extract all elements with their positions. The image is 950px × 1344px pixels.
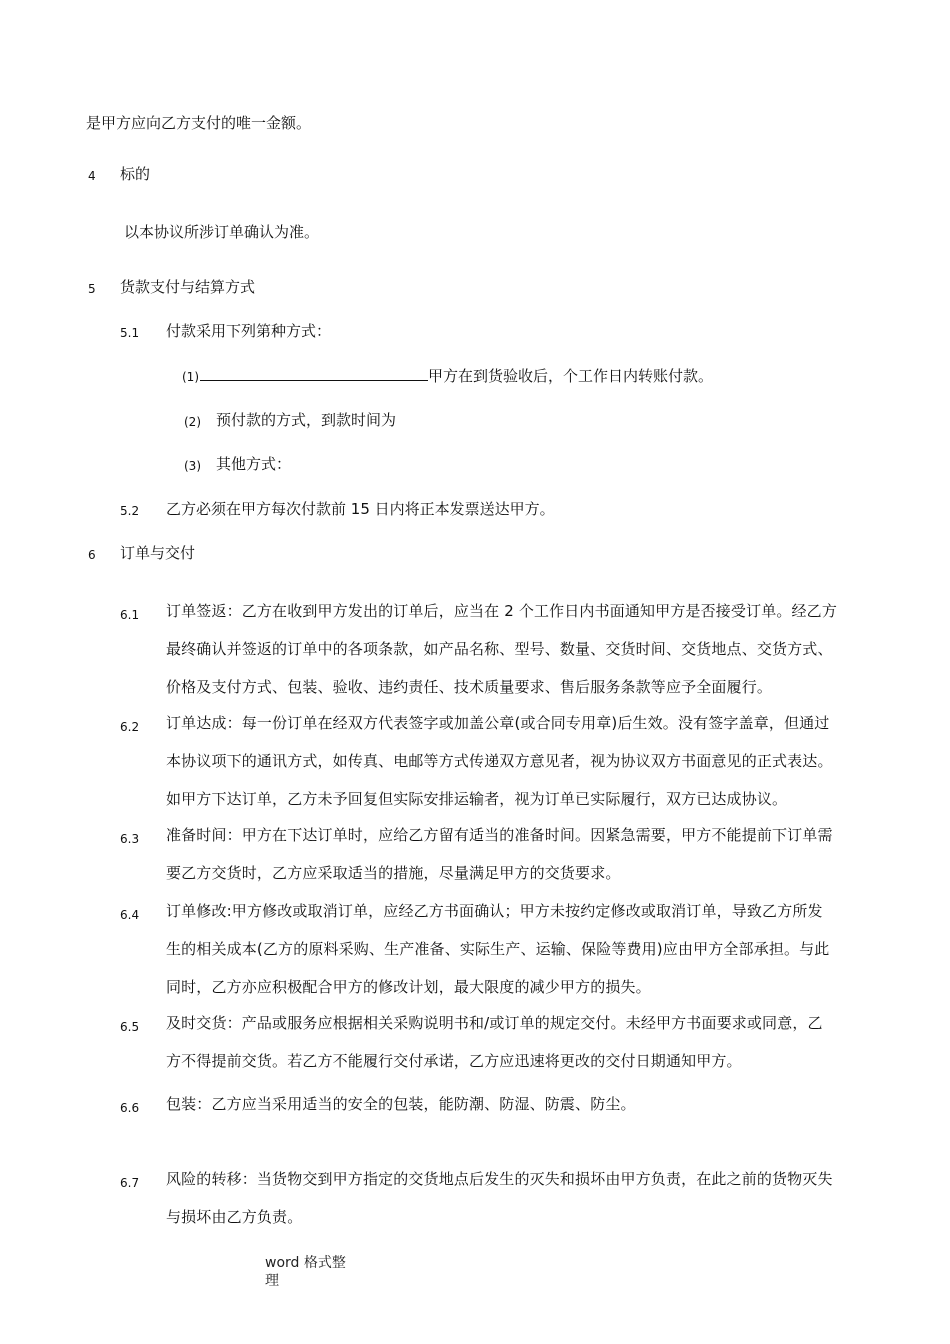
- text-line: 价格及支付方式、包装、验收、违约责任、技术质量要求、售后服务条款等应予全面履行。: [166, 678, 773, 696]
- section-5-number: 5: [88, 282, 96, 296]
- clause-5-2-text: 乙方必须在甲方每次付款前 15 日内将正本发票送达甲方。: [166, 500, 555, 518]
- option-3-number: (3): [184, 459, 201, 473]
- text-line: 订单达成：每一份订单在经双方代表签字或加盖公章(或合同专用章)后生效。没有签字盖章，但通过: [166, 714, 830, 732]
- clause-6-4-number: 6.4: [120, 908, 140, 922]
- text-line: 最终确认并签返的订单中的各项条款，如产品名称、型号、数量、交货时间、交货地点、交货方式、: [166, 640, 833, 658]
- section-5-title: 货款支付与结算方式: [120, 278, 256, 296]
- section-6-title: 订单与交付: [120, 544, 196, 562]
- text-line: 如甲方下达订单，乙方未予回复但实际安排运输者，视为订单已实际履行，双方已达成协议。: [166, 790, 788, 808]
- clause-5-1-text: 付款采用下列第种方式：: [166, 322, 332, 340]
- clause-6-1-number: 6.1: [120, 608, 140, 622]
- footer-line-2: 理: [265, 1273, 279, 1289]
- text-line: 方不得提前交货。若乙方不能履行交付承诺，乙方应迅速将更改的交付日期通知甲方。: [166, 1052, 742, 1070]
- text-line: 本协议项下的通讯方式，如传真、电邮等方式传递双方意见者，视为协议双方书面意见的正式表达。: [166, 752, 833, 770]
- clause-6-7-number: 6.7: [120, 1176, 140, 1190]
- clause-6-7-text: [166, 1160, 878, 1236]
- clause-6-6-number: 6.6: [120, 1101, 140, 1115]
- clause-6-3-number: 6.3: [120, 832, 140, 846]
- clause-6-4-text: [166, 892, 878, 1006]
- fill-in-blank: [200, 366, 428, 381]
- clause-5-1-number: 5.1: [120, 326, 140, 340]
- option-2-number: (2): [184, 415, 201, 429]
- clause-6-2-number: 6.2: [120, 720, 140, 734]
- text-line: 风险的转移：当货物交到甲方指定的交货地点后发生的灭失和损坏由甲方负责，在此之前的货物灭失: [166, 1170, 833, 1188]
- text-line: 准备时间：甲方在下达订单时，应给乙方留有适当的准备时间。因紧急需要，甲方不能提前下订单需: [166, 826, 833, 844]
- text-line: 同时，乙方亦应积极配合甲方的修改计划，最大限度的减少甲方的损失。: [166, 978, 651, 996]
- clause-6-2-text: [166, 704, 878, 818]
- option-3-text: 其他方式：: [216, 455, 292, 473]
- clause-6-5-number: 6.5: [120, 1020, 140, 1034]
- option-2-text: 预付款的方式，到款时间为: [216, 411, 397, 429]
- text-line: 生的相关成本(乙方的原料采购、生产准备、实际生产、运输、保险等费用)应由甲方全部承担。与此: [166, 940, 830, 958]
- intro-line: 是甲方应向乙方支付的唯一金额。: [86, 114, 312, 132]
- page-footer: [265, 1254, 346, 1290]
- clause-6-5-text: [166, 1004, 878, 1080]
- text-line: 与损坏由乙方负责。: [166, 1208, 303, 1226]
- option-1-text: 甲方在到货验收后，个工作日内转账付款。: [428, 367, 714, 385]
- text-line: 及时交货：产品或服务应根据相关采购说明书和/或订单的规定交付。未经甲方书面要求或同意，乙: [166, 1014, 823, 1032]
- clause-6-1-text: [166, 592, 878, 706]
- section-6-number: 6: [88, 548, 96, 562]
- section-4-number: 4: [88, 169, 96, 183]
- footer-line-1: word 格式整: [265, 1255, 346, 1271]
- text-line: 要乙方交货时，乙方应采取适当的措施，尽量满足甲方的交货要求。: [166, 864, 621, 882]
- section-4-body: 以本协议所涉订单确认为准。: [124, 223, 320, 241]
- clause-6-3-text: [166, 816, 878, 892]
- text-line: 订单签返：乙方在收到甲方发出的订单后，应当在 2 个工作日内书面通知甲方是否接受订单。经乙方: [166, 602, 837, 620]
- clause-5-2-number: 5.2: [120, 504, 140, 518]
- option-1-number: (1): [182, 370, 199, 384]
- payment-option-1: [182, 366, 713, 387]
- text-line: 订单修改:甲方修改或取消订单，应经乙方书面确认；甲方未按约定修改或取消订单，导致乙方所发: [166, 902, 823, 920]
- text-line: 包装：乙方应当采用适当的安全的包装，能防潮、防湿、防震、防尘。: [166, 1095, 636, 1113]
- clause-6-6-text: [166, 1085, 878, 1123]
- section-4-title: 标的: [120, 165, 151, 183]
